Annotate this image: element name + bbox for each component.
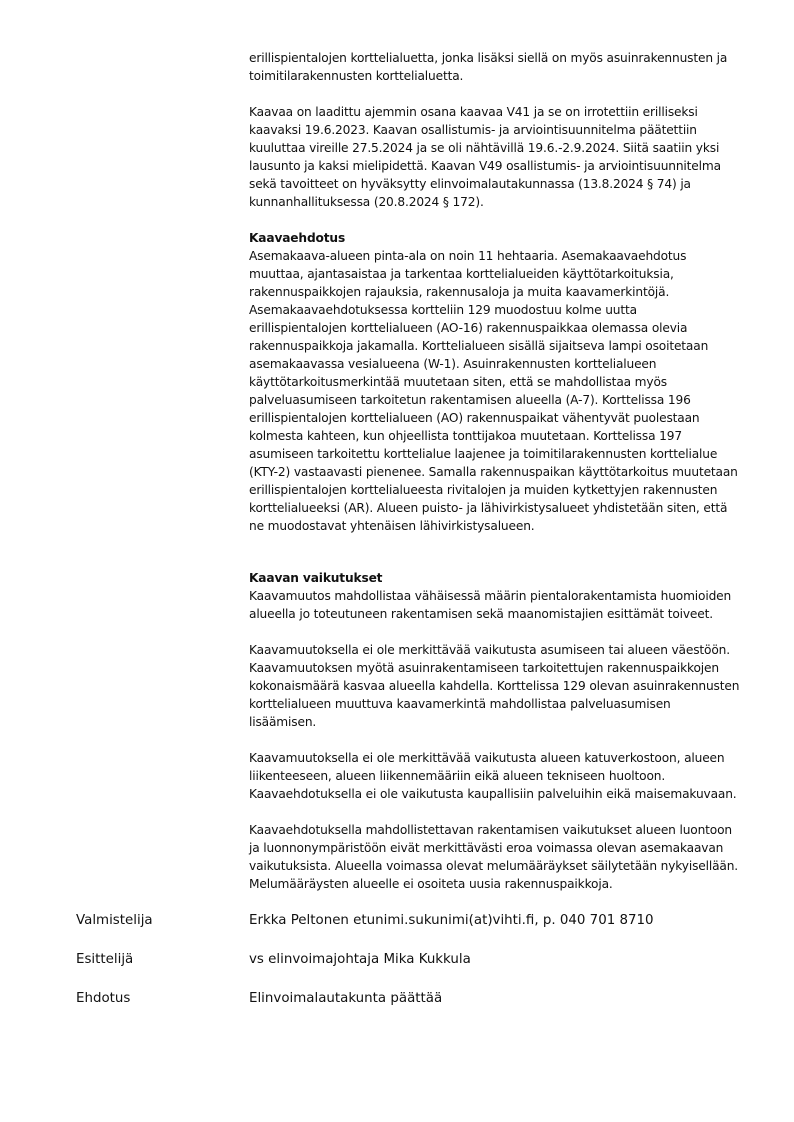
heading-kaavaehdotus: Kaavaehdotus xyxy=(249,231,346,245)
paragraph-intro-continuation: erillispientalojen korttelialuetta, jonka lisäksi siellä on myös asuinrakennusten ja toimitilarakennusten korttelialuetta. xyxy=(249,51,728,83)
document-body xyxy=(249,569,749,623)
esittelija-label: Esittelijä xyxy=(76,952,134,967)
document-body xyxy=(249,821,749,893)
document-body xyxy=(249,749,749,803)
document-body xyxy=(249,103,749,211)
ehdotus-value: Elinvoimalautakunta päättää xyxy=(249,991,443,1006)
valmistelija-label: Valmistelija xyxy=(76,913,153,928)
paragraph-asuminen: Kaavamuutoksella ei ole merkittävää vaikutusta asumiseen tai alueen väestöön. Kaavamuutoksen myötä asuinrakentamiseen tarkoitettujen rakennuspaikkojen kokonaismäärä kasvaa alueella kahdella. Korttelissa 129 olevan asuinrakennusten korttelialueen muuttuva kaavamerkintä mahdollistaa palveluasumisen lisäämisen. xyxy=(249,643,740,729)
paragraph-liikenne: Kaavamuutoksella ei ole merkittävää vaikutusta alueen katuverkostoon, alueen liikenteeseen, alueen liikennemääriin eikä alueen tekniseen huoltoon. Kaavaehdotuksella ei ole vaikutusta kaupallisiin palveluihin eikä maisemakuvaan. xyxy=(249,751,737,801)
paragraph-luonto: Kaavaehdotuksella mahdollistettavan rakentamisen vaikutukset alueen luontoon ja luonnonympäristöön eivät merkittävästi eroa voimassa olevan asemakaavan vaikutuksista. Alueella voimassa olevat melumääräykset säilytetään nykyisellään. Melumääräysten alueelle ei osoiteta uusia rakennuspaikkoja. xyxy=(249,823,739,891)
esittelija-value: vs elinvoimajohtaja Mika Kukkula xyxy=(249,952,471,967)
document-body xyxy=(249,229,749,535)
heading-kaavan-vaikutukset: Kaavan vaikutukset xyxy=(249,571,383,585)
valmistelija-value: Erkka Peltonen etunimi.sukunimi(at)vihti.fi, p. 040 701 8710 xyxy=(249,913,654,928)
document-body xyxy=(249,641,749,731)
paragraph-kaavaehdotus: Asemakaava-alueen pinta-ala on noin 11 hehtaaria. Asemakaavaehdotus muuttaa, ajantasaistaa ja tarkentaa korttelialueiden käyttötarkoituksia, rakennuspaikkojen rajauksia, rakennusaloja ja muita kaavamerkintöjä. Asemakaavaehdotuksessa kortteliin 129 muodostuu kolme uutta erillispientalojen korttelialueen (AO-16) rakennuspaikkaa olemassa olevia rakennuspaikkoja jakamalla. Korttelialueen sisällä sijaitseva lampi osoitetaan asemakaavassa vesialueena (W-1). Asuinrakennusten korttelialueen käyttötarkoitusmerkintää muutetaan siten, että se mahdollistaa myös palveluasumiseen tarkoitetun rakentamisen alueella (A-7). Korttelissa 196 erillispientalojen korttelialueen (AO) rakennuspaikat vähentyvät puolestaan kolmesta kahteen, kun ohjeellista tonttijakoa muutetaan. Korttelissa 197 asumiseen tarkoitettu korttelialue laajenee ja toimitilarakennusten korttelialue (KTY-2) vastaavasti pienenee. Samalla rakennuspaikan käyttötarkoitus muutetaan erillispientalojen korttelialueesta rivitalojen ja muiden kytkettyjen rakennusten korttelialueeksi (AR). Alueen puisto- ja lähivirkistysalueet yhdistetään siten, että ne muodostavat yhtenäisen lähivirkistysalueen. xyxy=(249,249,738,533)
paragraph-vaikutukset-intro: Kaavamuutos mahdollistaa vähäisessä määrin pientalorakentamista huomioiden alueella jo toteutuneen rakentamisen sekä maanomistajien esittämät toiveet. xyxy=(249,589,732,621)
document-body xyxy=(249,49,749,85)
paragraph-history: Kaavaa on laadittu ajemmin osana kaavaa V41 ja se on irrotettiin erilliseksi kaavaksi 19.6.2023. Kaavan osallistumis- ja arviointisuunnitelma päätettiin kuuluttaa vireille 27.5.2024 ja se oli nähtävillä 19.6.-2.9.2024. Siitä saatiin yksi lausunto ja kaksi mielipidettä. Kaavan V49 osallistumis- ja arviointisuunnitelma sekä tavoitteet on hyväksytty elinvoimalautakunnassa (13.8.2024 § 74) ja kunnanhallituksessa (20.8.2024 § 172). xyxy=(249,105,721,209)
ehdotus-label: Ehdotus xyxy=(76,991,131,1006)
